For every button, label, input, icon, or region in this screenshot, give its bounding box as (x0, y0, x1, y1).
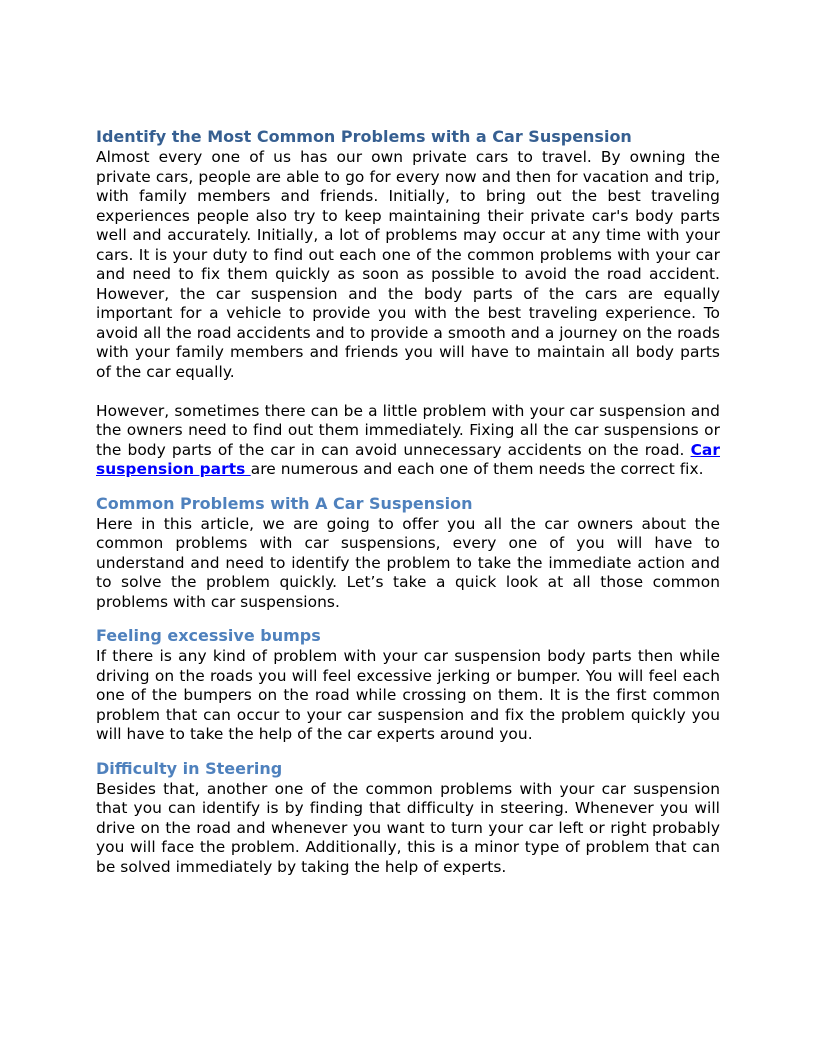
article-title: Identify the Most Common Problems with a Car Suspension (96, 127, 632, 146)
section-body: Besides that, another one of the common problems with your car suspension that you can identify is by finding that difficulty in steering. Whenever you will drive on the road and whenever you want to turn your car left or right probably you will face the problem. Additionally, this is a minor type of problem that can be solved immediately by taking the help of experts. (96, 779, 720, 876)
section-common-problems (96, 493, 720, 613)
section-heading: Difficulty in Steering (96, 758, 283, 778)
intro-paragraph-2-rest: are numerous and each one of them needs the correct fix. (250, 460, 704, 478)
section-heading: Common Problems with A Car Suspension (96, 493, 473, 513)
section-heading: Feeling excessive bumps (96, 626, 321, 645)
intro-paragraph-2-text: However, sometimes there can be a little problem with your car suspension and the owners need to find out them immediately. Fixing all the car suspensions or the body parts of the car in can avoid unnecessary accidents on the road. (96, 401, 720, 459)
car-suspension-parts-link[interactable]: Car suspension parts (96, 440, 720, 478)
section-body: Here in this article, we are going to offer you all the car owners about the common problems with car suspensions, every one of you will have to understand and need to identify the problem to take the immediate action and to solve the problem quickly. Let’s take a quick look at all those common problems with car suspensions. (96, 514, 720, 611)
section-steering (96, 758, 720, 878)
document-page (96, 126, 720, 877)
section-body: If there is any kind of problem with your car suspension body parts then while driving on the roads you will feel excessive jerking or bumper. You will feel each one of the bumpers on the road while crossing on them. It is the first common problem that can occur to your car suspension and fix the problem quickly you will have to take the help of the car experts around you. (96, 647, 720, 743)
paragraph-gap (96, 382, 720, 402)
intro-paragraph-1: Almost every one of us has our own private cars to travel. By owning the private cars, people are able to go for every now and then for vacation and trip, with family members and friends. Initially, to bring out the best traveling experiences people also try to keep maintaining their private car's body parts well and accurately. Initially, a lot of problems may occur at any time with your cars. It is your duty to find out each one of the common problems with your car and need to fix them quickly as soon as possible to avoid the road accident. However, the car suspension and the body parts of the cars are equally important for a vehicle to provide you with the best traveling experience. To avoid all the road accidents and to provide a smooth and a journey on the roads with your family members and friends you will have to maintain all body parts of the car equally. (96, 148, 720, 381)
intro-paragraph-2 (96, 402, 720, 480)
section-excessive-bumps (96, 625, 720, 745)
